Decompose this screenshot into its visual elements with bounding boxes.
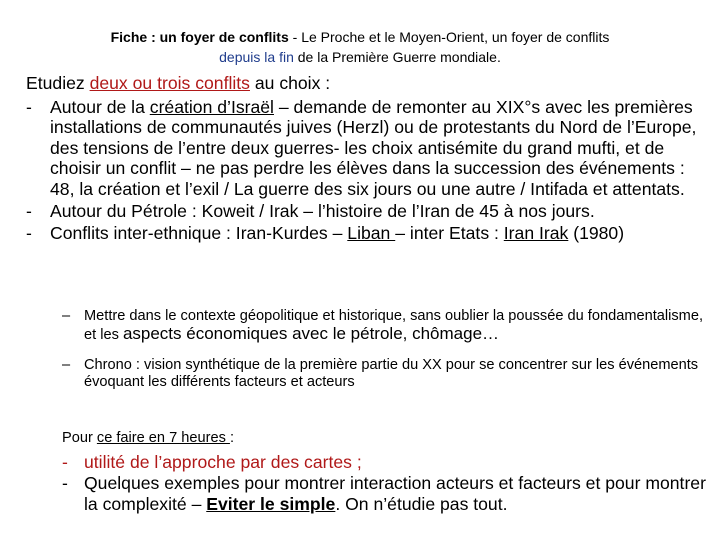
item-text: utilité de l’approche par des cartes ; [84,452,362,472]
item-underlined-iran-irak: Iran Irak [503,223,569,244]
item-text: Chrono : vision synthétique de la première partie du XX pour se concentrer sur les événements évoquant les différents facteurs et acteurs [84,357,699,390]
list-dash: – [62,308,71,324]
item-text-c: (1980) [568,223,625,244]
list-dash: - [26,97,32,117]
header-title: Fiche : un foyer de conflits [110,29,289,45]
item-text-b: – demande de remonter au XIX°s avec les premières installations de communautés juives (Herzl) ou de protestants du Nord de l’Europe, des tensions de l’entre deux guerres- les choix antisémite du grand mufti, et de choisir un conflit – ne pas perdre les élèves dans la succession des événements : 48, la création et l’exil / La guerre des six jours ou une autre / Intifada et attentats. [50,97,697,199]
item-text-large: aspects économiques avec le pétrole, chômage… [122,324,500,343]
approach-list [62,452,708,515]
list-item [26,201,706,221]
item-underlined: création d’Israël [149,97,274,117]
plan-underlined: ce faire en 7 heures [96,430,230,446]
intro-before: Etudiez [26,73,90,93]
header-separator: - [288,29,302,45]
plan-before: Pour [62,430,97,446]
list-dash: – [62,357,71,373]
slide-header [40,27,680,67]
list-item [62,452,708,473]
list-item [62,357,708,391]
item-bold-underlined: Eviter le simple [206,494,336,514]
list-dash: - [26,223,32,244]
item-text: Autour du Pétrole : Koweit / Irak – l’histoire de l’Iran de 45 à nos jours. [50,201,595,222]
conflict-list [26,97,706,246]
header-subtitle-part-b: de la Première Guerre mondiale. [293,49,501,65]
item-underlined-liban: Liban [347,223,396,244]
list-dash: - [62,473,68,493]
list-item [26,97,706,199]
intro-highlight: deux ou trois conflits [89,73,250,93]
item-text-b: . On n’étudie pas tout. [335,494,508,514]
plan-after: : [229,430,234,446]
header-subtitle-part-a: Le Proche et le Moyen-Orient, un foyer de conflits [301,29,610,45]
item-text-b: – inter Etats : [395,223,504,244]
list-dash: - [62,452,68,472]
plan-line [62,429,702,447]
list-item [62,308,708,344]
item-text-a: Quelques exemples pour montrer interaction acteurs et facteurs et pour montrer la complexité – [84,473,706,514]
intro-after: au choix : [249,73,331,93]
intro-line [26,73,706,93]
method-list [62,308,708,404]
item-text-a: Mettre dans le contexte géopolitique et historique, sans oublier la poussée du fondamentalisme, et les [84,308,703,343]
header-subtitle-blue: depuis la fin [219,49,294,65]
list-item [26,223,706,243]
item-text-a: Conflits inter-ethnique : Iran-Kurdes – [50,223,348,244]
list-item [62,473,708,515]
list-dash: - [26,201,32,222]
item-text-a: Autour de la [50,97,150,117]
